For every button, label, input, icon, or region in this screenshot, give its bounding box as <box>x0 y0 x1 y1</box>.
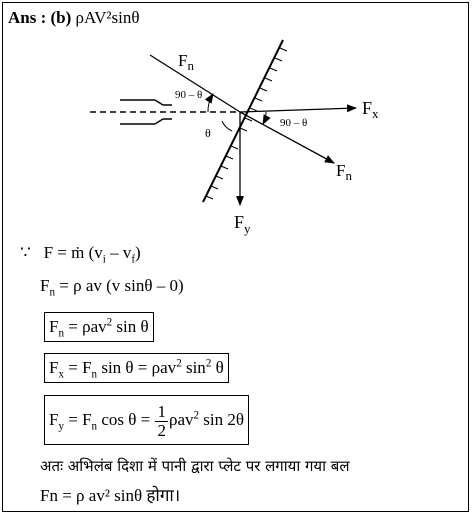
answer-expression: ρAV²sinθ <box>75 8 140 27</box>
fx-label: $F_x$ <box>362 98 379 121</box>
angle-label-right: 90 – θ <box>280 117 308 129</box>
answer-prefix: Ans : <box>8 8 47 27</box>
half-fraction: $\frac{1}{2}$ <box>157 401 166 440</box>
angle-label-left: 90 – θ <box>175 89 203 101</box>
hindi-conclusion-line1: अतः अभिलंब दिशा में पानी द्वारा प्लेट पर लगाया गया बल <box>40 457 350 475</box>
normal-line-top <box>150 55 240 112</box>
hindi-conclusion-line2: Fn = ρ av² sinθ होगा। <box>40 486 181 505</box>
fn-top-label: $F_n$ <box>178 51 194 73</box>
inclined-plate <box>203 40 283 202</box>
fn-boxed-equation: $F_n = \rho av^2$ sin θ <box>44 312 154 342</box>
fx-boxed-equation: $F_x = F_n$ sin θ = ρav$^2$ $\sin^2 \theta$ <box>44 353 229 383</box>
momentum-equation: ∵ F = ṁ $(v_i - v_f)$ <box>20 243 141 266</box>
fx-arrow <box>240 108 356 112</box>
fy-label: $F_y$ <box>234 212 251 236</box>
fn-bottom-label: $F_n$ <box>336 161 352 183</box>
jet-plate-diagram <box>0 0 475 240</box>
normal-force-equation: $F_n = \rho$ av (v sinθ – 0) <box>40 276 184 299</box>
plate-hatching <box>206 48 287 199</box>
angle-arc-theta <box>222 121 232 131</box>
answer-option: (b) <box>50 8 72 27</box>
theta-label: θ <box>205 126 211 140</box>
fy-boxed-equation: $F_y = F_n$ cos θ = $\frac{1}{2}$ ρav$^2$ sin 2θ <box>44 395 249 445</box>
angle-arc-right <box>263 112 266 124</box>
angle-arc-left <box>208 94 213 112</box>
